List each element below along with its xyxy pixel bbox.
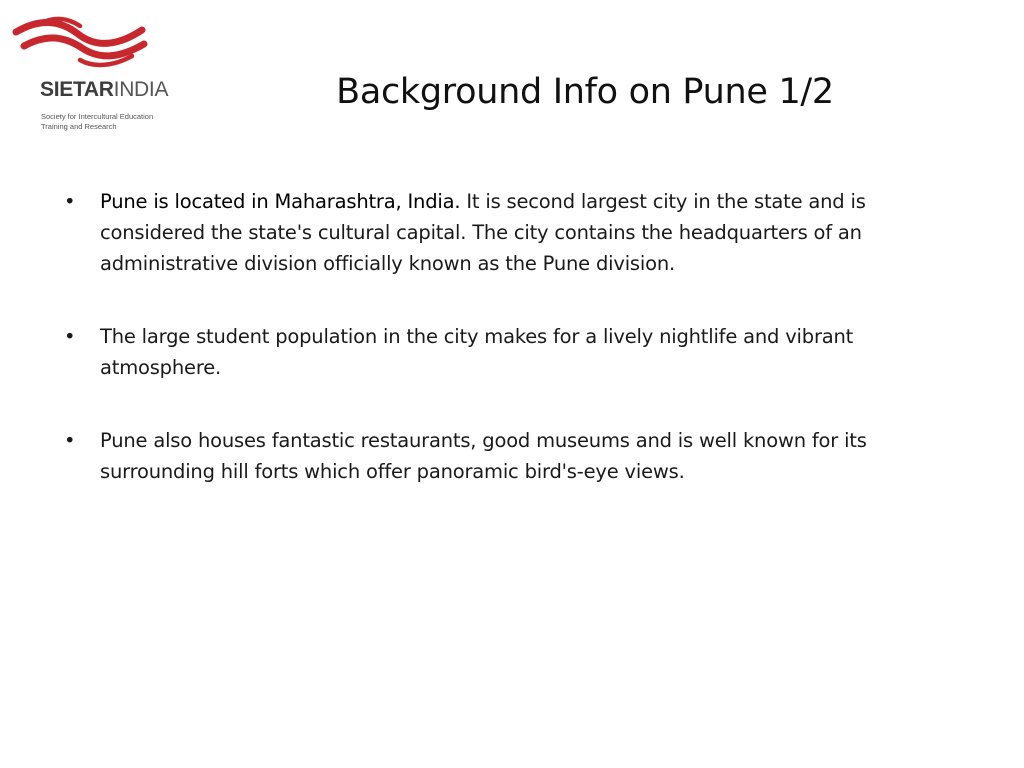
bullet-lead: Pune is located in Maharashtra, India. bbox=[100, 190, 461, 213]
bullet-dot: • bbox=[64, 325, 76, 348]
bullet-item bbox=[62, 186, 912, 279]
bullet-item bbox=[62, 321, 912, 383]
bullet-text: Pune also houses fantastic restaurants, good museums and is well known for its surrounding hill forts which offer panoramic bird's-eye views. bbox=[100, 429, 867, 483]
logo-wordmark: SIETARINDIA bbox=[40, 78, 169, 101]
bullet-text: It is second largest city in the state and is considered the state's cultural capital. The city contains the headquarters of an administrative division officially known as the Pune division. bbox=[100, 190, 866, 275]
bullet-dot: • bbox=[64, 190, 76, 213]
bullet-text: The large student population in the city makes for a lively nightlife and vibrant atmosphere. bbox=[100, 325, 854, 379]
logo-tagline bbox=[41, 112, 153, 131]
logo-tagline-line2: Training and Research bbox=[41, 121, 117, 131]
wave-logo-icon bbox=[10, 10, 150, 72]
bullet-dot: • bbox=[64, 429, 76, 452]
bullet-item bbox=[62, 425, 912, 487]
sietar-india-logo bbox=[10, 10, 190, 135]
bullet-list bbox=[62, 186, 912, 529]
slide-title: Background Info on Pune 1/2 bbox=[336, 72, 834, 112]
logo-tagline-line1: Society for Intercultural Education bbox=[41, 112, 154, 121]
